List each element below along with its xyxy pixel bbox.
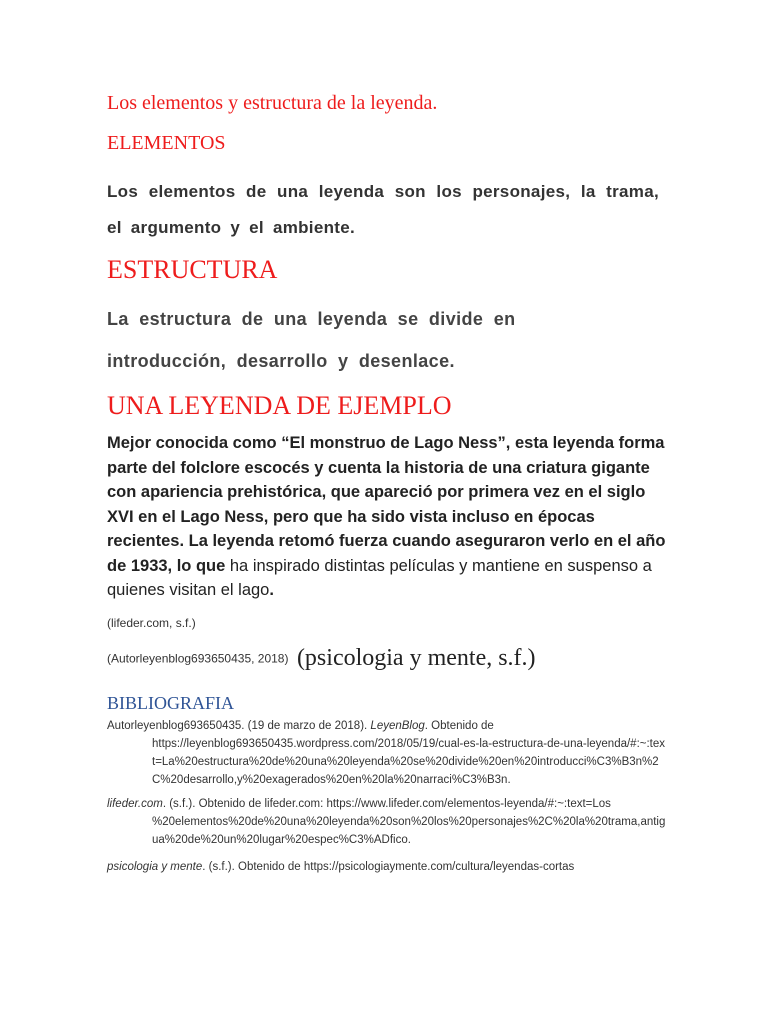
- paragraph-ejemplo-regular: ha inspirado distintas películas y mantiene en suspenso a quienes visitan el lago: [107, 556, 652, 599]
- ref3-source: psicologia y mente: [107, 861, 203, 873]
- bibliography-entry: [107, 795, 667, 849]
- ref1-url: https://leyenblog693650435.wordpress.com/2018/05/19/cual-es-la-estructura-de-una-leyenda/#:~:text=La%20estructura%20de%20una%20leyenda%20se%20divide%20en%20introducci%C3%B3n%2C%20desarrollo,y%20exagerados%20en%20la%20narraci%C3%B3n.: [152, 738, 666, 786]
- citation-autor: (Autorleyenblog693650435, 2018): [107, 651, 289, 666]
- ref2-lead: . (s.f.). Obtenido de lifeder.com: https://www.lifeder.com/elementos-leyenda/#:~:text=Los: [162, 798, 611, 810]
- heading-bibliografia: BIBLIOGRAFIA: [107, 693, 235, 713]
- citation-line: [107, 645, 536, 672]
- bibliography-entry: [107, 858, 667, 876]
- heading-elementos: ELEMENTOS: [107, 132, 226, 154]
- citation-lifeder: (lifeder.com, s.f.): [107, 616, 196, 630]
- heading-estructura: ESTRUCTURA: [107, 255, 278, 284]
- ref1-lead: Autorleyenblog693650435. (19 de marzo de 2018).: [107, 720, 371, 732]
- paragraph-ejemplo-end: .: [269, 581, 274, 599]
- paragraph-estructura: La estructura de una leyenda se divide en introducción, desarrollo y desenlace.: [107, 309, 516, 371]
- ref1-source: LeyenBlog: [370, 720, 425, 732]
- paragraph-ejemplo-bold: Mejor conocida como “El monstruo de Lago Ness”, esta leyenda forma parte del folclore escocés y cuenta la historia de una criatura gigante con apariencia prehistórica, que apareció por primera vez en el siglo XVI en el Lago Ness, pero que ha sido vista incluso en épocas recientes. La leyenda retomó fuerza cuando aseguraron verlo en el año de 1933, lo que: [107, 434, 666, 575]
- paragraph-elementos: Los elementos de una leyenda son los personajes, la trama, el argumento y el ambiente.: [107, 182, 659, 237]
- heading-ejemplo: UNA LEYENDA DE EJEMPLO: [107, 391, 452, 420]
- bibliography-entry: [107, 717, 667, 789]
- document-title: Los elementos y estructura de la leyenda.: [107, 92, 438, 114]
- paragraph-ejemplo: [107, 431, 667, 603]
- ref1-after: . Obtenido de: [424, 720, 494, 732]
- ref3-rest: . (s.f.). Obtenido de https://psicologiaymente.com/cultura/leyendas-cortas: [202, 861, 575, 873]
- ref2-url: %20elementos%20de%20una%20leyenda%20son%20los%20personajes%2C%20la%20trama,antigua%20de%20un%20lugar%20espec%C3%ADfico.: [152, 816, 666, 846]
- ref2-source: lifeder.com: [107, 798, 163, 810]
- citation-psicologia: (psicologia y mente, s.f.): [296, 645, 536, 671]
